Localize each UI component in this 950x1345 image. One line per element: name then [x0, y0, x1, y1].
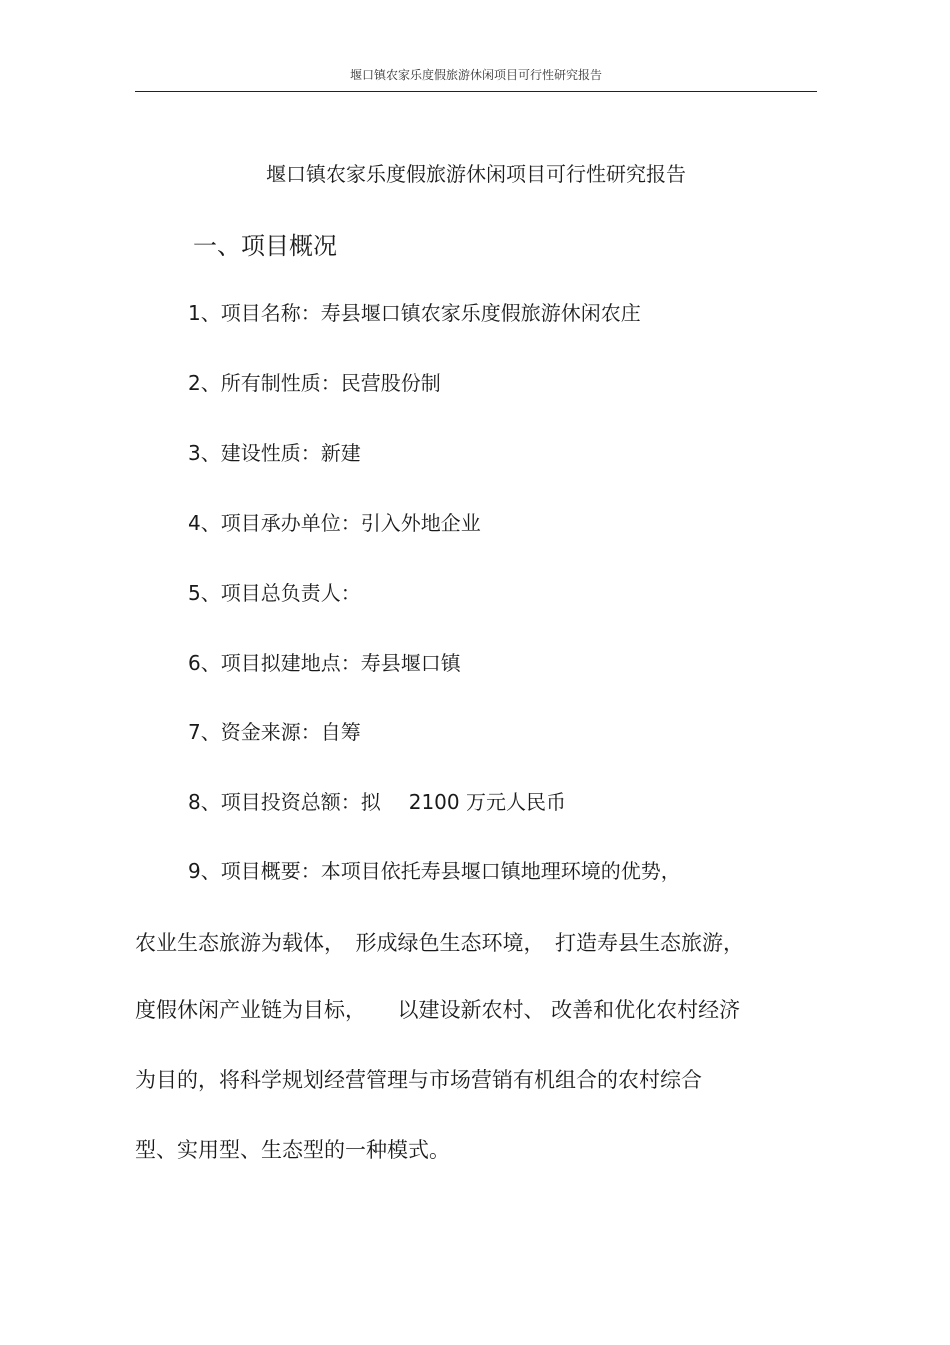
item-label: 3、建设性质：: [188, 441, 321, 465]
item-label: 2、所有制性质：: [188, 371, 341, 395]
item-value: 民营股份制: [340, 371, 441, 395]
investment-suffix: 万元人民币: [466, 790, 566, 814]
overview-first-line: [188, 855, 681, 884]
overview-line: 型、实用型、生态型的一种模式。: [135, 1138, 450, 1162]
investment-prefix: 拟: [360, 790, 381, 814]
item-construction-type: [188, 437, 361, 466]
item-label: 7、资金来源：: [188, 720, 321, 744]
item-value: 引入外地企业: [360, 511, 481, 535]
overview-line: 本项目依托寿县堰口镇地理环境的优势，: [320, 859, 681, 883]
item-label: 8、项目投资总额：: [188, 790, 361, 814]
item-project-leader: [188, 577, 361, 606]
item-label: 4、项目承办单位：: [188, 511, 361, 535]
investment-amount: 2100: [408, 790, 460, 814]
overview-line: 农业生态旅游为载体， 形成绿色生态环境， 打造寿县生态旅游，: [135, 931, 744, 955]
item-project-name: [188, 297, 641, 326]
overview-line: 度假休闲产业链为目标， 以建设新农村、 改善和优化农村经济: [135, 998, 741, 1022]
item-value: 寿县堰口镇: [360, 651, 461, 675]
header-divider: [135, 91, 817, 92]
running-header: 堰口镇农家乐度假旅游休闲项目可行性研究报告: [349, 68, 602, 82]
item-location: [188, 647, 461, 676]
item-funding-source: [188, 716, 361, 745]
item-value: 新建: [320, 441, 361, 465]
item-label: 5、项目总负责人：: [188, 581, 361, 605]
section-heading: 一、项目概况: [193, 232, 337, 260]
item-label: 1、项目名称：: [188, 301, 321, 325]
item-label: 6、项目拟建地点：: [188, 651, 361, 675]
document-title: 堰口镇农家乐度假旅游休闲项目可行性研究报告: [266, 162, 686, 186]
overview-label: 9、项目概要：: [188, 859, 321, 883]
item-undertaking-unit: [188, 507, 481, 536]
overview-line: 为目的，将科学规划经营管理与市场营销有机组合的农村综合: [135, 1068, 702, 1092]
item-value: 自筹: [320, 720, 361, 744]
item-ownership: [188, 367, 441, 396]
item-value: 寿县堰口镇农家乐度假旅游休闲农庄: [320, 301, 641, 325]
item-total-investment: [188, 786, 566, 815]
